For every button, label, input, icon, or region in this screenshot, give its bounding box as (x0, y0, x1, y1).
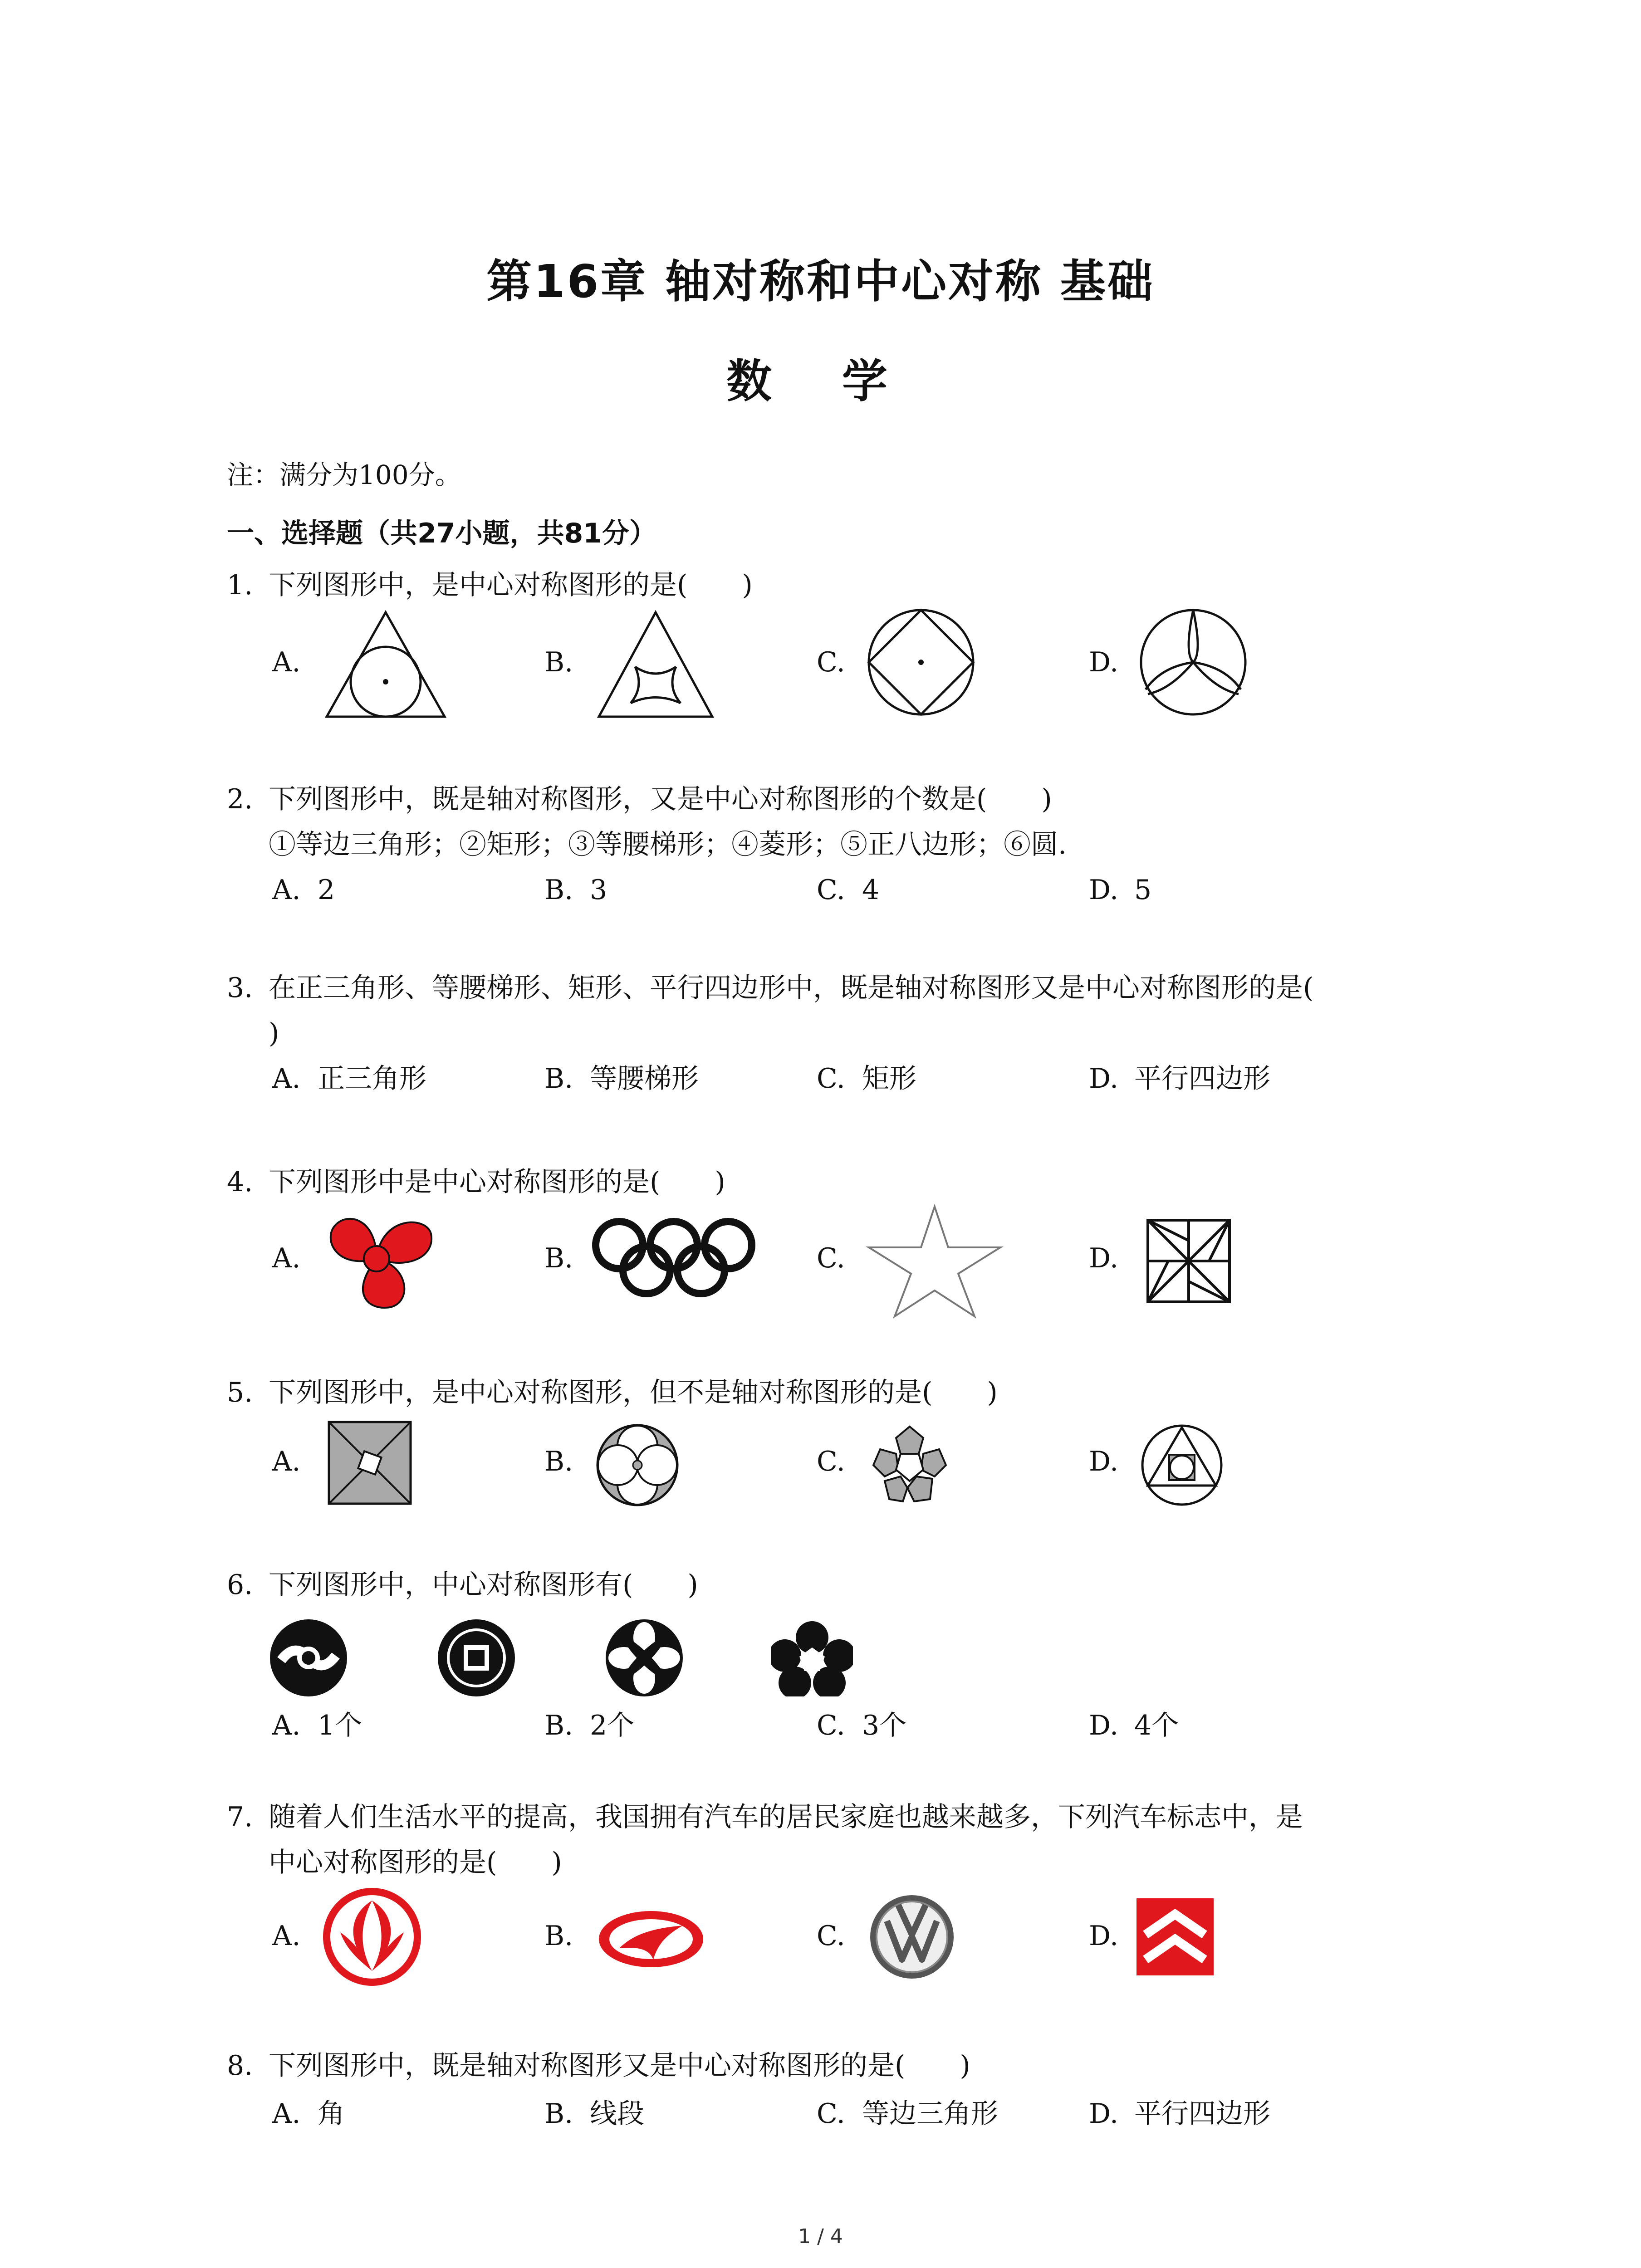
coin-square-hole-figure (436, 1617, 517, 1699)
option-label: B. (544, 1063, 573, 1095)
option-value: 角 (318, 2098, 345, 2130)
option-c[interactable] (817, 640, 862, 685)
option-label: D. (1089, 874, 1119, 906)
question-text: 下列图形中，中心对称图形有( ) (269, 1569, 698, 1601)
question-text: 下列图形中，是中心对称图形，但不是轴对称图形的是( ) (269, 1377, 998, 1408)
option-value: 4个 (1134, 1710, 1179, 1741)
citroen-logo-figure (1134, 1896, 1216, 1978)
dongfeng-logo-figure (322, 1887, 422, 1987)
option-d[interactable] (1089, 1056, 1270, 1101)
option-label: D. (1089, 1446, 1119, 1477)
document-title: 第16章 轴对称和中心对称 基础 (486, 255, 1155, 308)
question-number: 5. (227, 1377, 253, 1408)
option-label: C. (817, 1920, 845, 1952)
question-text: 在正三角形、等腰梯形、矩形、平行四边形中，既是轴对称图形又是中心对称图形的是( (269, 972, 1314, 1004)
option-value: 2 (318, 874, 335, 906)
option-value: 平行四边形 (1134, 1063, 1270, 1095)
option-value: 1个 (318, 1710, 362, 1741)
option-label: A. (272, 1242, 301, 1274)
option-label: C. (817, 874, 845, 906)
page-number: 1 / 4 (798, 2225, 843, 2248)
option-b[interactable] (544, 867, 607, 913)
option-a[interactable] (272, 1056, 426, 1101)
pentagon-flower-figure (867, 1422, 953, 1508)
option-b[interactable] (544, 1913, 590, 1959)
option-a[interactable] (272, 1703, 362, 1748)
option-label: A. (272, 646, 301, 678)
option-c[interactable] (817, 1703, 906, 1748)
option-d[interactable] (1089, 867, 1151, 913)
question-text: 下列图形中，既是轴对称图形，又是中心对称图形的个数是( ) (269, 783, 1052, 815)
gray-square-pinwheel-figure (327, 1420, 413, 1506)
star-figure (862, 1202, 1007, 1320)
option-label: C. (817, 1063, 845, 1095)
question-number: 4. (227, 1166, 253, 1198)
question-subtext: ①等边三角形；②矩形；③等腰梯形；④菱形；⑤正八边形；⑥圆. (269, 829, 1067, 860)
question-5 (227, 1370, 1452, 1415)
option-a[interactable] (272, 1236, 318, 1281)
four-leaf-circle-figure (603, 1617, 685, 1699)
option-label: B. (544, 1920, 573, 1952)
option-label: B. (544, 1446, 573, 1477)
option-a[interactable] (272, 1913, 318, 1959)
option-value: 3 (590, 874, 607, 906)
option-label: D. (1089, 1242, 1119, 1274)
option-label: D. (1089, 1063, 1119, 1095)
option-label: B. (544, 1710, 573, 1741)
option-d[interactable] (1089, 1439, 1134, 1484)
yin-yang-ring-figure (268, 1617, 349, 1699)
question-4 (227, 1159, 1452, 1205)
option-label: B. (544, 2098, 573, 2130)
option-b[interactable] (544, 1236, 590, 1281)
option-label: C. (817, 646, 845, 678)
circle-petals-figure (594, 1422, 681, 1508)
triangle-arcs-figure (594, 608, 717, 721)
option-label: A. (272, 2098, 301, 2130)
option-c[interactable] (817, 1236, 862, 1281)
option-label: A. (272, 1446, 301, 1477)
circle-square-figure (862, 603, 980, 721)
option-label: C. (817, 1446, 845, 1477)
option-label: C. (817, 2098, 845, 2130)
question-2 (227, 777, 1452, 867)
pinwheel-figure (1143, 1216, 1234, 1306)
circle-triangle-square-figure (1139, 1422, 1225, 1508)
option-label: D. (1089, 2098, 1119, 2130)
option-d[interactable] (1089, 1236, 1134, 1281)
option-c[interactable] (817, 867, 879, 913)
question-text: 随着人们生活水平的提高，我国拥有汽车的居民家庭也越来越多，下列汽车标志中，是 (269, 1801, 1303, 1833)
option-c[interactable] (817, 1439, 862, 1484)
option-d[interactable] (1089, 1703, 1179, 1748)
option-value: 等边三角形 (862, 2098, 998, 2130)
question-6 (227, 1562, 1452, 1608)
option-label: A. (272, 874, 301, 906)
option-value: 2个 (590, 1710, 635, 1741)
question-number: 3. (227, 972, 253, 1004)
question-text: 下列图形中是中心对称图形的是( ) (269, 1166, 725, 1198)
score-note: 注：满分为100分。 (227, 459, 461, 490)
option-c[interactable] (817, 1913, 862, 1959)
option-label: C. (817, 1710, 845, 1741)
olympic-rings-figure (590, 1216, 758, 1302)
option-value: 5 (1134, 874, 1152, 906)
question-text: 下列图形中，既是轴对称图形又是中心对称图形的是( ) (269, 2050, 970, 2082)
option-label: A. (272, 1063, 301, 1095)
option-d[interactable] (1089, 640, 1134, 685)
option-value: 线段 (590, 2098, 644, 2130)
option-d[interactable] (1089, 1913, 1134, 1959)
option-a[interactable] (272, 2091, 345, 2136)
question-subtext: ) (269, 1017, 279, 1049)
subject-title: 数 学 (726, 355, 915, 408)
option-value: 平行四边形 (1134, 2098, 1270, 2130)
question-text: 下列图形中，是中心对称图形的是( ) (269, 569, 753, 601)
question-number: 2. (227, 783, 253, 815)
question-7 (227, 1794, 1452, 1885)
option-label: B. (544, 646, 573, 678)
question-number: 6. (227, 1569, 253, 1601)
option-a[interactable] (272, 1439, 318, 1484)
black-flower-figure (771, 1619, 853, 1696)
option-a[interactable] (272, 640, 318, 685)
triangle-inscribed-circle-figure (322, 608, 449, 721)
option-value: 正三角形 (318, 1063, 426, 1095)
question-number: 8. (227, 2050, 253, 2082)
option-value: 4 (862, 874, 880, 906)
option-label: D. (1089, 646, 1119, 678)
option-b[interactable] (544, 1703, 634, 1748)
red-oval-logo-figure (594, 1905, 708, 1973)
option-d[interactable] (1089, 2091, 1270, 2136)
circle-arcs-figure (1134, 603, 1252, 721)
section-heading: 一、选择题（共27小题，共81分） (227, 518, 656, 549)
option-a[interactable] (272, 867, 335, 913)
option-b[interactable] (544, 640, 590, 685)
option-label: A. (272, 1710, 301, 1741)
option-c[interactable] (817, 2091, 998, 2136)
question-subtext: 中心对称图形的是( ) (269, 1847, 562, 1878)
option-c[interactable] (817, 1056, 916, 1101)
option-label: C. (817, 1242, 845, 1274)
option-b[interactable] (544, 2091, 644, 2136)
option-b[interactable] (544, 1439, 590, 1484)
option-label: B. (544, 874, 573, 906)
option-label: B. (544, 1242, 573, 1274)
option-label: D. (1089, 1920, 1119, 1952)
red-three-petal-figure (318, 1207, 440, 1311)
question-3 (227, 965, 1452, 1056)
question-1 (227, 562, 1452, 608)
option-value: 等腰梯形 (590, 1063, 699, 1095)
question-8 (227, 2043, 1452, 2088)
option-label: D. (1089, 1710, 1119, 1741)
question-number: 1. (227, 569, 253, 601)
option-value: 矩形 (862, 1063, 916, 1095)
option-b[interactable] (544, 1056, 699, 1101)
option-value: 3个 (862, 1710, 907, 1741)
question-number: 7. (227, 1801, 253, 1833)
volkswagen-logo-figure (867, 1892, 957, 1982)
option-label: A. (272, 1920, 301, 1952)
